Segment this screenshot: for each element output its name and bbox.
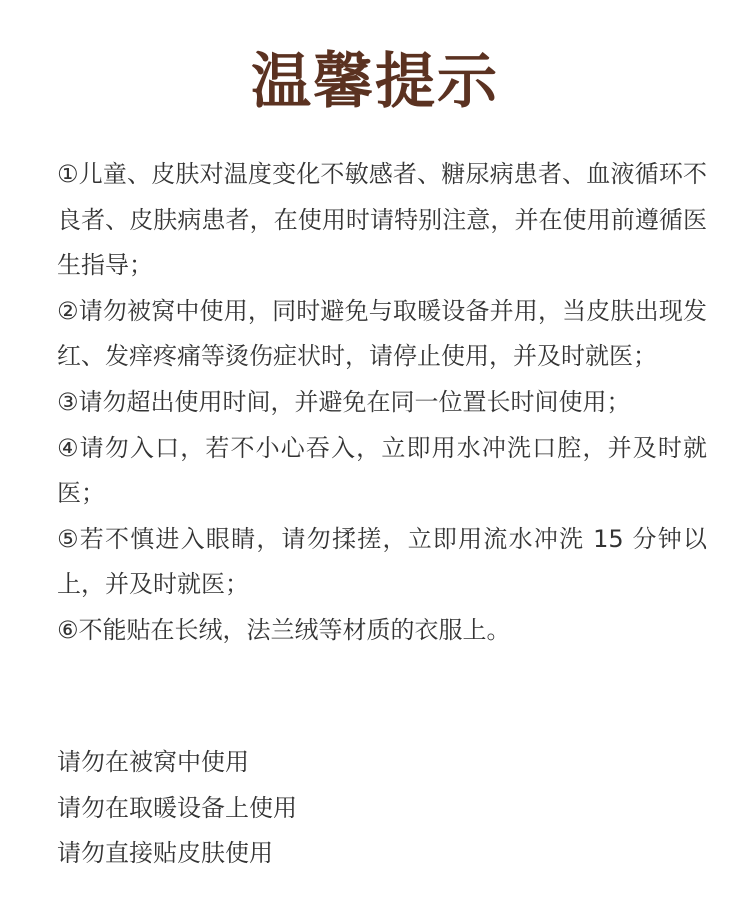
warning-item-1: 请勿在被窝中使用 — [57, 748, 249, 776]
warning-list — [57, 740, 297, 877]
warning-item-3: 请勿直接贴皮肤使用 — [57, 839, 273, 867]
page-title: 温馨提示 — [251, 47, 499, 117]
notice-item-4: ④请勿入口，若不小心吞入，立即用水冲洗口腔，并及时就医； — [57, 433, 707, 508]
notice-item-2: ②请勿被窝中使用，同时避免与取暖设备并用，当皮肤出现发红、发痒疼痛等烫伤症状时，请停止使用，并及时就医； — [57, 296, 707, 371]
notice-list — [57, 152, 707, 654]
notice-item-5: ⑤若不慎进入眼睛，请勿揉搓，立即用流水冲洗 15 分钟以上，并及时就医； — [57, 524, 707, 599]
notice-item-3: ③请勿超出使用时间，并避免在同一位置长时间使用； — [57, 387, 631, 416]
warning-item-2: 请勿在取暖设备上使用 — [57, 793, 297, 822]
notice-item-6: ⑥不能贴在长绒，法兰绒等材质的衣服上。 — [57, 615, 511, 644]
notice-item-1: ①儿童、皮肤对温度变化不敏感者、糖尿病患者、血液循环不良者、皮肤病患者，在使用时请特别注意，并在使用前遵循医生指导； — [57, 160, 707, 280]
